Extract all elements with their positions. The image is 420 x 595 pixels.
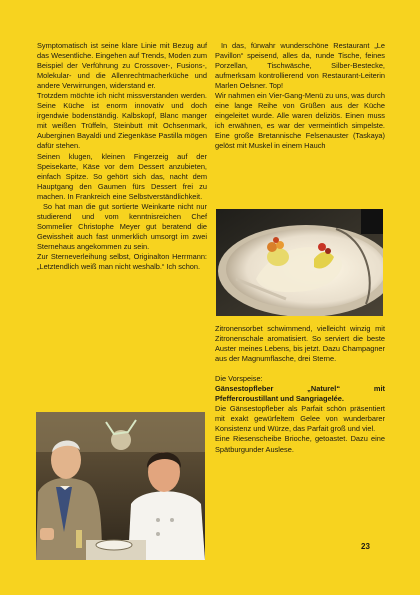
dish-title: Gänsestopfleber „Naturel“ mit Pfeffercroustillant und Sangriagelée. — [215, 384, 385, 404]
plated-oyster-dish-illustration — [216, 209, 383, 316]
left-text-column — [37, 41, 207, 272]
paragraph: Zur Sterneverleihung selbst, Originalton Herrmann: „Letztendlich weiß man nicht weshalb.“ Ich schon. — [37, 251, 207, 272]
section-label: Die Vorspeise: — [215, 374, 263, 384]
right-text-column-top — [215, 41, 385, 152]
paragraph: Zitronensorbet schwimmend, vielleicht winzig mit Zitronenschale aromatisiert. So serviert die beste Auster meines Lebens, bis jetzt. Dazu Champagner aus der Magnumflasche, drei Sterne. — [215, 324, 385, 364]
paragraph: Wir nahmen ein Vier-Gang-Menü zu uns, was durch eine lange Reihe von Grüßen aus der Küche eingeleitet wurde. Alle waren deliziös. Einen muss ich erwähnen, es war der vermeintlich simpelste. Eine große Bretannische Felsenauster (Taskaya) gelöst mit Muskel in einem Hauch — [215, 91, 385, 151]
chef-and-guest-photo — [36, 412, 205, 560]
paragraph: Eine Riesenscheibe Brioche, getoastet. Dazu eine Spätburgunder Auslese. — [215, 434, 385, 454]
two-men-portrait-illustration — [36, 412, 205, 560]
paragraph: In das, fürwahr wunderschöne Restaurant „Le Pavillon“ speisend, alles da, runde Tische, feines Porzellan, Tischwäsche, Silber-Bestecke, aufmerksam kontrollierend von Restaurant-Leiterin Marlen Oelsner. Top! — [215, 41, 385, 91]
paragraph: So hat man die gut sortierte Weinkarte nicht nur studierend und vom kenntnisreichen Chef Sommelier Christophe Meyer gut beratend die Gewissheit auch fast unmerklich umsorgt im zwei Sternehaus angekommen zu sein. — [37, 201, 207, 251]
paragraph: Seinen klugen, kleinen Fingerzeig auf der Speisekarte, Käse vor dem Dessert anzubieten, einfach Spitze. So gehört sich das, nacht dem Hauptgang den Gaumen fürs Dessert frei zu machen. In Frankreich eine Selbstverständlichkeit. — [37, 151, 207, 201]
paragraph: Symptomatisch ist seine klare Linie mit Bezug auf das Wesentliche. Eingehen auf Trends, Moden zum Beispiel der Verführung zu Crossover-, Fusions-, Molekular- und die Allenrechtmacherküche und andere Verwirrungen, widerstand er. — [37, 41, 207, 91]
paragraph: Die Gänsestopfleber als Parfait schön präsentiert mit exakt gewürfeltem Gelee von wunderbarer Konsistenz und Würze, das Parfait groß und viel. — [215, 404, 385, 434]
spacer — [215, 364, 385, 374]
page-number: 23 — [361, 542, 370, 551]
right-text-column-bottom — [215, 324, 385, 455]
paragraph: Trotzdem möchte ich nicht missverstanden werden. Seine Küche ist enorm innovativ und doch irgendwie bodenständig. Kalbskopf, Blanc manger mit weißen Trüffeln, Steinbutt mit Ochsenmark, Auberginen Bayaldi und Ziegenkäse Pastilla mögen dafür stehen. — [37, 91, 207, 151]
dish-photo — [216, 209, 383, 316]
